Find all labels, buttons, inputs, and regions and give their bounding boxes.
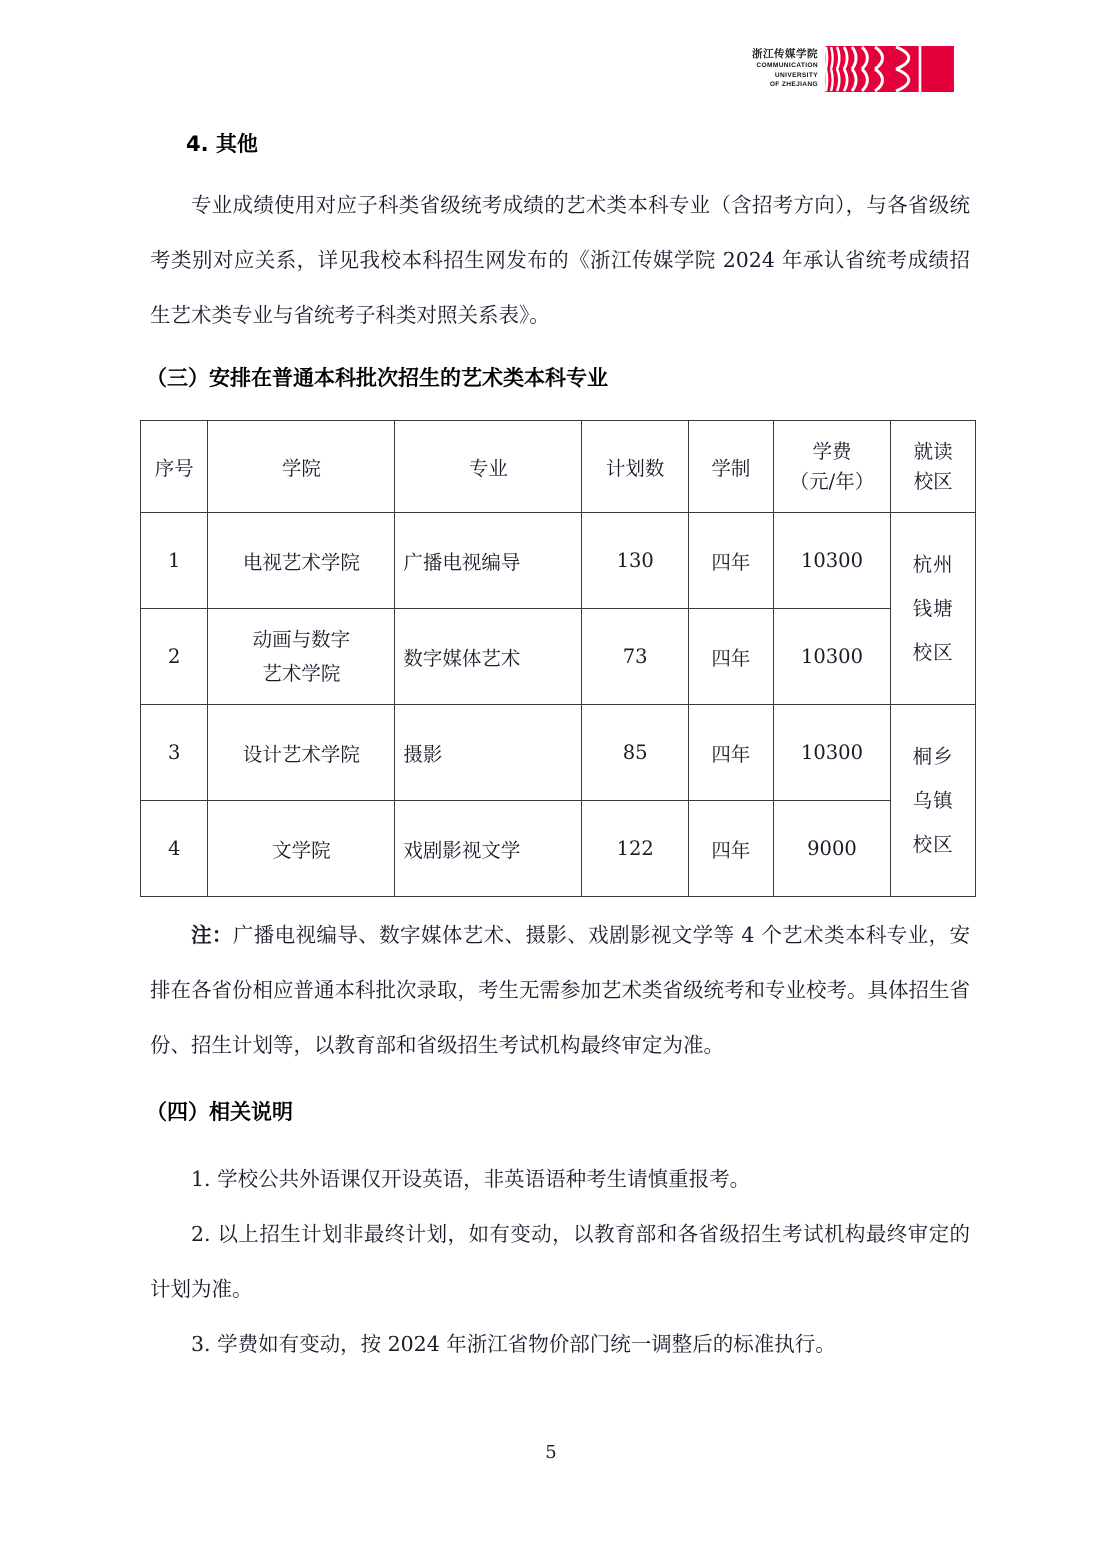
table-header	[141, 421, 976, 513]
cell-campus-group	[891, 705, 976, 897]
table-row	[141, 801, 976, 897]
cell-college-line-1: 动画与数字	[252, 627, 351, 651]
heading-section-4-other: 4. 其他	[186, 132, 258, 156]
campus-line-2: 乌镇	[912, 788, 954, 812]
art-majors-plan-table	[140, 420, 976, 897]
col-header-campus-line-1: 就读	[913, 439, 953, 463]
col-header-index: 序号	[141, 421, 208, 513]
cell-major: 广播电视编导	[395, 513, 582, 609]
cell-duration: 四年	[688, 513, 773, 609]
col-header-campus-line-2: 校区	[913, 469, 953, 493]
cell-tuition: 9000	[773, 801, 890, 897]
col-header-duration: 学制	[688, 421, 773, 513]
logo-english-line-3: OF ZHEJIANG	[769, 81, 818, 89]
cell-tuition: 10300	[773, 705, 890, 801]
page-number: 5	[545, 1442, 557, 1463]
table-note-label: 注：	[191, 923, 233, 947]
heading-section-4-related-notes: （四）相关说明	[146, 1100, 293, 1124]
col-header-plan-count: 计划数	[582, 421, 689, 513]
cell-duration: 四年	[688, 609, 773, 705]
table-note-body: 广播电视编导、数字媒体艺术、摄影、戏剧影视文学等 4 个艺术类本科专业，安排在各省份相应普通本科批次录取，考生无需参加艺术类省级统考和专业校考。具体招生省份、招生计划等，以教育部和省级招生考试机构最终审定为准。	[150, 923, 971, 1057]
campus-line-3: 校区	[912, 640, 954, 664]
table-note	[150, 908, 970, 1073]
cell-index: 2	[141, 609, 208, 705]
cell-index: 3	[141, 705, 208, 801]
col-header-major: 专业	[395, 421, 582, 513]
cell-college: 电视艺术学院	[208, 513, 395, 609]
paragraph-section-4-body: 专业成绩使用对应子科类省级统考成绩的艺术类本科专业（含招考方向），与各省级统考类别对应关系，详见我校本科招生网发布的《浙江传媒学院 2024 年承认省统考成绩招生艺术类专业与省统考子科类对照关系表》。	[150, 193, 970, 327]
cell-tuition: 10300	[773, 609, 890, 705]
university-logo	[742, 44, 958, 94]
cell-college	[208, 609, 395, 705]
campus-line-1: 杭州	[912, 552, 954, 576]
cell-college-line-2: 艺术学院	[262, 661, 341, 685]
cell-college: 设计艺术学院	[208, 705, 395, 801]
cell-plan-count: 130	[582, 513, 689, 609]
cell-index: 4	[141, 801, 208, 897]
heading-section-3-undergrad-art-majors: （三）安排在普通本科批次招生的艺术类本科专业	[146, 366, 608, 390]
logo-chinese-name: 浙江传媒学院	[752, 48, 818, 61]
col-header-tuition	[773, 421, 890, 513]
table-row	[141, 609, 976, 705]
col-header-tuition-line-1: 学费	[812, 439, 852, 463]
cell-plan-count: 73	[582, 609, 689, 705]
note-item-1: 1. 学校公共外语课仅开设英语，非英语语种考生请慎重报考。	[191, 1167, 751, 1191]
col-header-tuition-line-2: （元/年）	[789, 469, 875, 493]
campus-line-3: 校区	[912, 832, 954, 856]
col-header-college: 学院	[208, 421, 395, 513]
table-header-row	[141, 421, 976, 513]
campus-line-1: 桐乡	[912, 744, 954, 768]
logo-english-line-2: UNIVERSITY	[774, 71, 818, 79]
table-row	[141, 705, 976, 801]
logo-english-line-1: COMMUNICATION	[756, 61, 818, 69]
logo-text-group	[742, 48, 824, 90]
cell-major: 数字媒体艺术	[395, 609, 582, 705]
cell-plan-count: 85	[582, 705, 689, 801]
table-row	[141, 513, 976, 609]
col-header-campus	[891, 421, 976, 513]
cell-college: 文学院	[208, 801, 395, 897]
note-item-3: 3. 学费如有变动，按 2024 年浙江省物价部门统一调整后的标准执行。	[191, 1332, 836, 1356]
cell-tuition: 10300	[773, 513, 890, 609]
cell-index: 1	[141, 513, 208, 609]
table-body	[141, 513, 976, 897]
cell-duration: 四年	[688, 801, 773, 897]
cell-campus-group	[891, 513, 976, 705]
note-item-2: 2. 以上招生计划非最终计划，如有变动，以教育部和各省级招生考试机构最终审定的计划为准。	[150, 1222, 970, 1301]
campus-line-2: 钱塘	[912, 596, 954, 620]
logo-wave-mark-icon	[824, 46, 954, 92]
cell-major: 摄影	[395, 705, 582, 801]
cell-major: 戏剧影视文学	[395, 801, 582, 897]
cell-plan-count: 122	[582, 801, 689, 897]
cell-duration: 四年	[688, 705, 773, 801]
